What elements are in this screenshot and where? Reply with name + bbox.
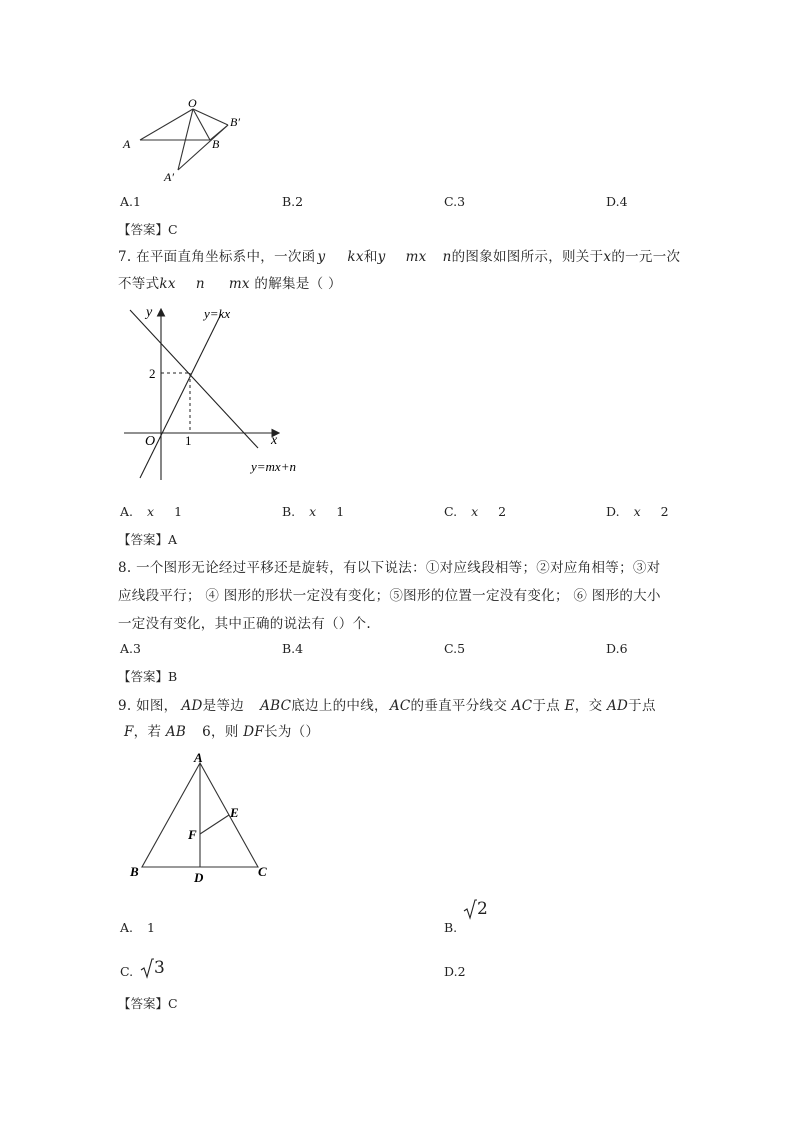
origin-label: O <box>145 434 156 449</box>
seg-OA <box>140 109 193 140</box>
label-B: B <box>130 864 139 879</box>
y-axis-label: y <box>146 305 153 320</box>
label-E: E <box>230 805 239 820</box>
x-axis-label: x <box>271 433 278 448</box>
line2-label: y=mx+n <box>251 459 296 474</box>
q7-option-d: D. x 2 <box>606 504 669 519</box>
q9-stem-line1: 9. 如图， AD是等边 ABC底边上的中线， AC的垂直平分线交 AC于点 E，交 AD于点 <box>118 698 656 714</box>
label-A: A <box>123 137 131 151</box>
tick-y-2: 2 <box>149 366 156 381</box>
q7-option-b: B. x 1 <box>282 504 345 519</box>
q9-option-d: D.2 <box>444 964 466 979</box>
q8-option-b: B.4 <box>282 641 304 656</box>
q7-option-a: A. x 1 <box>120 504 183 519</box>
q6-option-a: A.1 <box>120 194 141 209</box>
q9-option-c: C. <box>120 964 134 979</box>
seg-OBprime <box>193 109 228 125</box>
q7-answer: 【答案】A <box>118 532 178 547</box>
q9-answer: 【答案】C <box>118 996 178 1011</box>
label-O: O <box>188 96 197 110</box>
label-D: D <box>194 870 204 885</box>
seg-OB <box>193 109 210 140</box>
line-y-kx <box>140 314 221 478</box>
linear-functions-graph <box>118 300 318 485</box>
label-Aprime: A′ <box>164 170 174 184</box>
label-F: F <box>188 827 197 842</box>
q9-stem-line2: F，若 AB 6，则 DF长为（） <box>124 724 320 740</box>
q7-stem-line2: 不等式kx n mx 的解集是（ ） <box>118 276 342 292</box>
tick-x-1: 1 <box>185 433 192 448</box>
sqrt-icon <box>140 958 154 980</box>
q6-option-d: D.4 <box>606 194 628 209</box>
q9-option-b: B. <box>444 920 458 935</box>
q8-option-a: A.3 <box>120 641 141 656</box>
q7-option-c: C. x 2 <box>444 504 507 519</box>
sqrt-icon <box>463 899 477 921</box>
q8-option-c: C.5 <box>444 641 466 656</box>
q8-option-d: D.6 <box>606 641 628 656</box>
q9-option-a: A. 1 <box>120 920 155 935</box>
label-B: B <box>212 137 220 151</box>
label-C: C <box>258 864 267 879</box>
q6-option-b: B.2 <box>282 194 304 209</box>
q6-answer: 【答案】C <box>118 222 178 237</box>
q9-option-c-radicand: 3 <box>154 958 165 978</box>
line1-label: y=kx <box>204 306 231 321</box>
q7-stem-line1: 7. 在平面直角坐标系中，一次函 y kx和y mx n的图象如图所示，则关于x的一元一次 <box>118 249 681 265</box>
rotation-figure <box>118 92 258 187</box>
seg-AprimeBprime <box>178 125 228 170</box>
q8-answer: 【答案】B <box>118 669 178 684</box>
perpendicular-FE <box>200 815 229 834</box>
label-Bprime: B′ <box>230 115 240 129</box>
q8-stem-line2: 应线段平行； ④ 图形的形状一定没有变化；⑤图形的位置一定没有变化； ⑥ 图形的大小 <box>118 588 661 604</box>
label-A: A <box>194 750 203 765</box>
q8-stem-line3: 一定没有变化，其中正确的说法有（）个. <box>118 616 371 632</box>
equilateral-triangle-figure <box>118 748 288 888</box>
q9-option-b-radicand: 2 <box>477 899 488 919</box>
q8-stem-line1: 8. 一个图形无论经过平移还是旋转，有以下说法：①对应线段相等；②对应角相等；③对 <box>118 560 661 576</box>
q6-option-c: C.3 <box>444 194 466 209</box>
